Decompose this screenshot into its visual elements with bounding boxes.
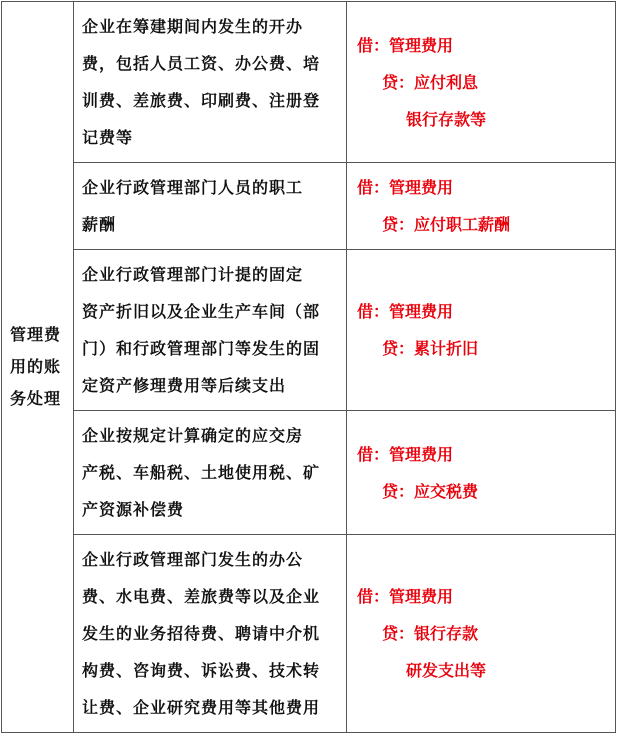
table-row (2, 535, 616, 733)
description-line: 费，包括人员工资、办公费、培 (82, 54, 321, 73)
description-line: 产资源补偿费 (82, 500, 185, 519)
journal-entry-cell (347, 163, 616, 250)
journal-entry-cell (347, 411, 616, 535)
description-line: 产税、车船税、土地使用税、矿 (82, 463, 321, 482)
category-line: 管理费 (10, 325, 62, 344)
debit-entry: 借：管理费用 (357, 35, 454, 55)
table-row (2, 250, 616, 411)
description-line: 企业行政管理部门发生的办公 (82, 550, 304, 569)
description-line: 薪酬 (82, 215, 117, 234)
category-line: 务处理 (10, 389, 62, 408)
credit-entry: 贷：应交税费 (382, 481, 479, 501)
description-line: 门）和行政管理部门等发生的固 (82, 339, 321, 358)
description-line: 让费、企业研究费用等其他费用 (82, 698, 321, 717)
accounting-table (1, 1, 616, 733)
description-line: 记费等 (82, 128, 134, 147)
table-row (2, 411, 616, 535)
credit-entry: 贷：应付职工薪酬 (382, 215, 511, 234)
description-line: 企业行政管理部门计提的固定 (82, 265, 304, 284)
credit-entry: 贷：应付利息 (382, 72, 479, 92)
debit-entry: 借：管理费用 (357, 302, 454, 321)
debit-entry: 借：管理费用 (357, 587, 454, 606)
table-row (2, 2, 616, 163)
description-line: 企业在筹建期间内发生的开办 (82, 17, 304, 36)
description-cell (74, 2, 347, 163)
description-cell (74, 163, 347, 250)
journal-entry-cell (347, 535, 616, 733)
credit-entry: 贷：累计折旧 (382, 339, 479, 358)
journal-entry-cell (347, 250, 616, 411)
description-line: 发生的业务招待费、聘请中介机 (82, 624, 321, 643)
description-line: 训费、差旅费、印刷费、注册登 (82, 91, 321, 110)
description-cell (74, 411, 347, 535)
description-cell (74, 535, 347, 733)
description-cell (74, 250, 347, 411)
credit-entry-extra: 银行存款等 (406, 109, 487, 129)
debit-entry: 借：管理费用 (357, 178, 454, 197)
category-line: 用的账 (10, 357, 62, 376)
credit-entry-extra: 研发支出等 (406, 661, 487, 680)
description-line: 构费、咨询费、诉讼费、技术转 (82, 661, 321, 680)
category-cell (2, 2, 74, 733)
description-line: 费、水电费、差旅费等以及企业 (82, 587, 321, 606)
debit-entry: 借：管理费用 (357, 444, 454, 464)
description-line: 资产折旧以及企业生产车间（部 (82, 302, 321, 321)
description-line: 企业行政管理部门人员的职工 (82, 178, 304, 197)
credit-entry: 贷：银行存款 (382, 624, 479, 643)
description-line: 定资产修理费用等后续支出 (82, 376, 287, 395)
table-row (2, 163, 616, 250)
journal-entry-cell (347, 2, 616, 163)
description-line: 企业按规定计算确定的应交房 (82, 426, 304, 445)
